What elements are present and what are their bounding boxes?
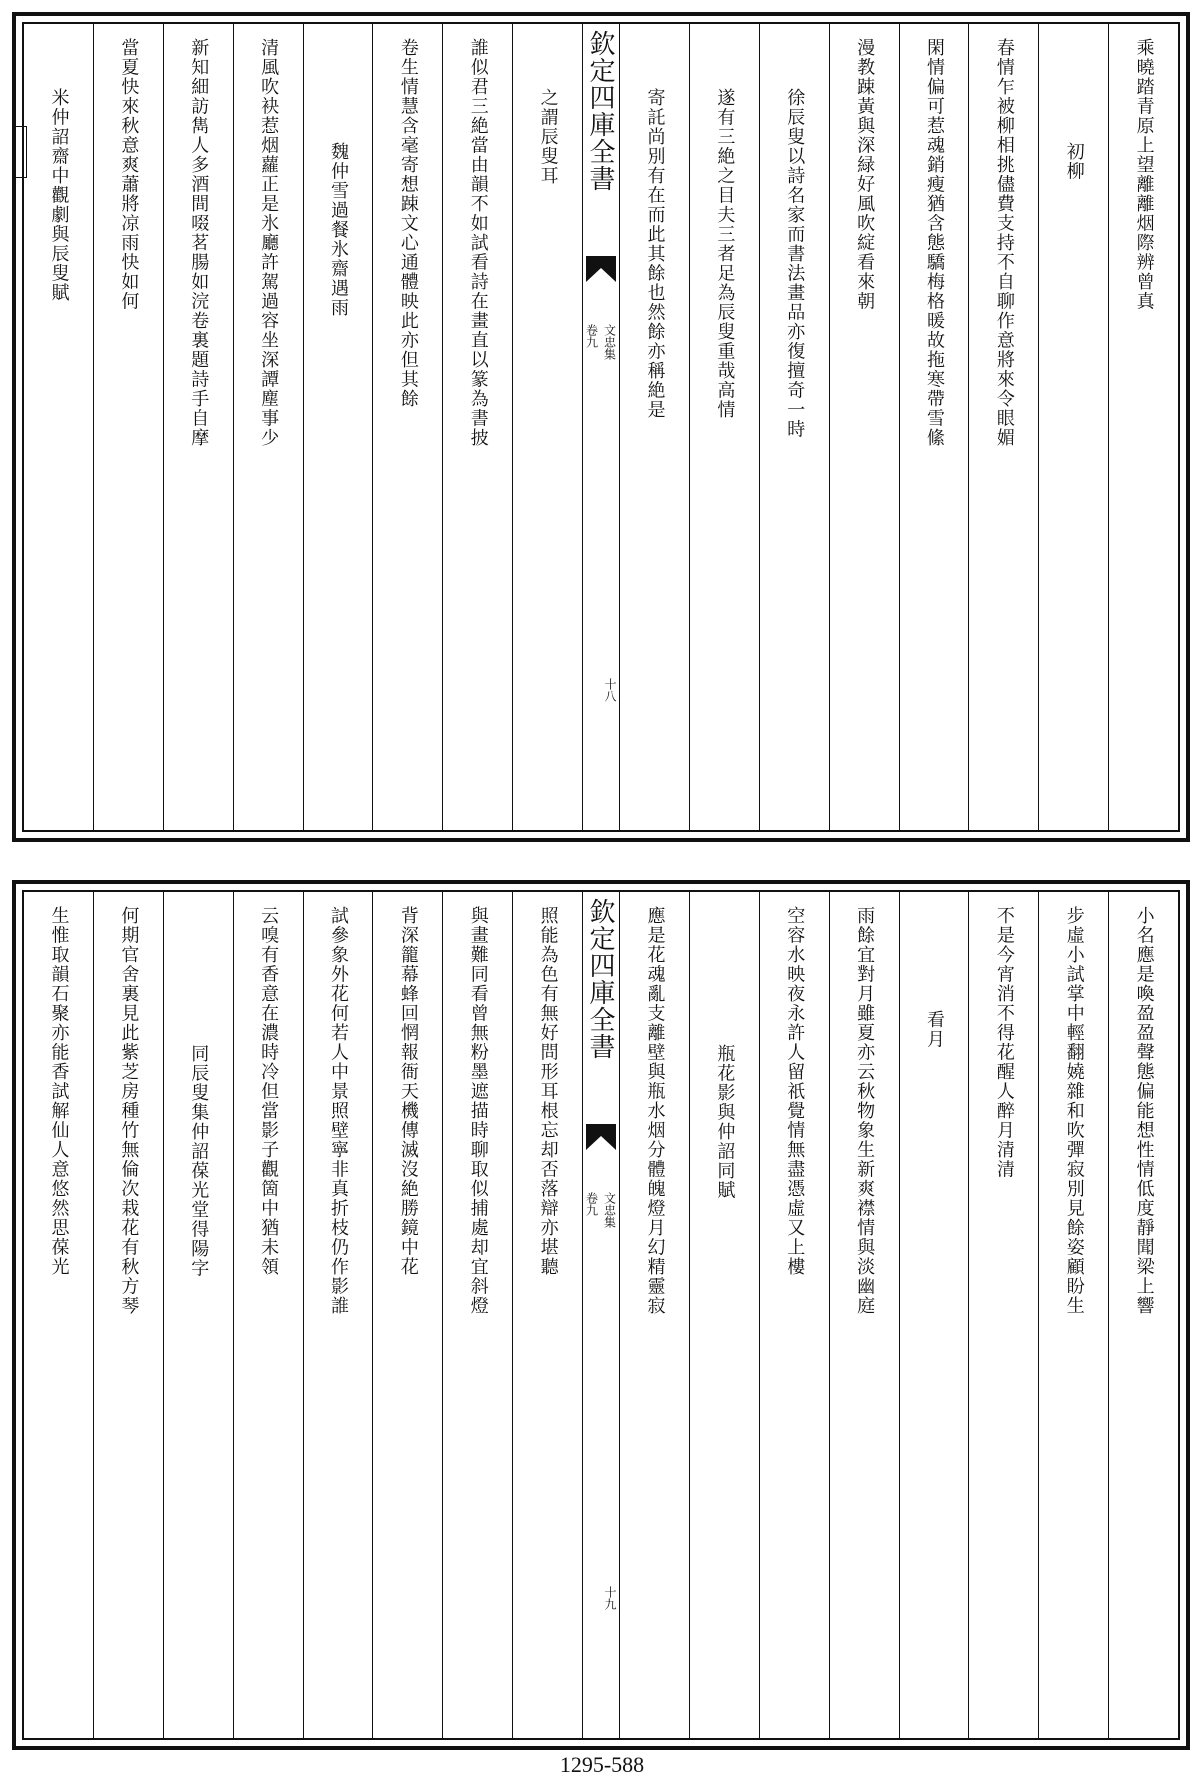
page-upper [12, 12, 1190, 842]
volume-name: 卷九 [584, 1192, 599, 1216]
text-column [759, 892, 829, 1738]
column-text: 看月 [923, 1010, 945, 1049]
column-text: 遂有三絶之目夫三者足為辰叟重哉高情 [714, 88, 736, 420]
column-text: 米仲詔齋中觀劇與辰叟賦 [48, 88, 70, 303]
center-fold-column [582, 24, 619, 830]
column-text: 云嗅有香意在濃時冷但當影子觀箇中猶未領 [258, 906, 280, 1277]
text-column [829, 24, 899, 830]
column-text: 初柳 [1063, 142, 1085, 181]
column-text: 背深籠幕蜂回惘報衙天機傳滅沒絶勝鏡中花 [397, 906, 419, 1277]
collection-name: 文忠集 [602, 324, 617, 360]
column-text: 照能為色有無好問形耳根忘却否落辯亦堪聽 [537, 906, 559, 1277]
text-column [163, 24, 233, 830]
column-text: 閑情偏可惹魂銷瘦猶含態驕梅格暖故拖寒帶雪絛 [923, 38, 945, 448]
column-text: 乘曉踏青原上望離離烟際辨曾真 [1133, 38, 1155, 311]
text-column [442, 24, 512, 830]
column-text: 何期官舍裏見此紫芝房種竹無倫次栽花有秋方琴 [118, 906, 140, 1316]
fish-tail-mark [586, 256, 616, 282]
column-text: 與畫難同看曾無粉墨遮描時聊取似捕處却宜斜燈 [467, 906, 489, 1316]
column-text: 同辰叟集仲詔葆光堂得陽字 [188, 1044, 210, 1278]
leaf-number: 十八 [603, 678, 617, 702]
text-column [689, 892, 759, 1738]
text-column [968, 24, 1038, 830]
fish-tail-mark [586, 1124, 616, 1150]
text-column [1108, 892, 1178, 1738]
text-column [303, 24, 373, 830]
volume-name: 卷九 [584, 324, 599, 348]
column-text: 新知細訪雋人多酒間啜茗腸如浣卷裏題詩手自摩 [188, 38, 210, 448]
text-column [233, 892, 303, 1738]
column-text: 步虛小試掌中輕翻嬈雜和吹彈寂別見餘姿顧盼生 [1063, 906, 1085, 1316]
collection-meta [583, 1192, 619, 1228]
text-column [163, 892, 233, 1738]
text-column [1038, 892, 1108, 1738]
column-text: 小名應是喚盈盈聲態偏能想性情低度靜聞梁上響 [1133, 906, 1155, 1316]
book-title: 欽定四庫全書 [585, 30, 615, 192]
column-text: 空容水映夜永許人留祇覺情無盡憑虛又上樓 [784, 906, 806, 1277]
book-title: 欽定四庫全書 [585, 898, 615, 1060]
column-text: 寄託尚別有在而此其餘也然餘亦稱絶是 [644, 88, 666, 420]
leaf-number: 十九 [603, 1586, 617, 1610]
page-lower [12, 880, 1190, 1750]
text-column [512, 24, 582, 830]
column-text: 不是今宵消不得花醒人醉月清清 [993, 906, 1015, 1179]
text-column [1108, 24, 1178, 830]
text-column [24, 24, 93, 830]
text-column [303, 892, 373, 1738]
column-text: 之謂辰叟耳 [537, 88, 559, 186]
text-column [93, 24, 163, 830]
text-column [93, 892, 163, 1738]
text-column [619, 892, 689, 1738]
text-column [372, 892, 442, 1738]
column-text: 誰似君三絶當由韻不如試看詩在畫直以篆為書披 [467, 38, 489, 448]
column-text: 雨餘宜對月雖夏亦云秋物象生新爽襟情與淡幽庭 [854, 906, 876, 1316]
text-column [968, 892, 1038, 1738]
text-column [689, 24, 759, 830]
column-text: 生惟取韻石聚亦能香試解仙人意悠然思葆光 [48, 906, 70, 1277]
text-column [759, 24, 829, 830]
text-column [899, 24, 969, 830]
text-column [829, 892, 899, 1738]
column-text: 春情乍被柳相挑儘費支持不自聊作意將來令眼媚 [993, 38, 1015, 448]
column-text: 徐辰叟以詩名家而書法畫品亦復擅奇一時 [784, 88, 806, 439]
collection-meta [583, 324, 619, 360]
column-text: 清風吹袂惹烟蘿正是氷廳許駕過容坐深譚塵事少 [258, 38, 280, 448]
page-frame [22, 890, 1180, 1740]
text-column [512, 892, 582, 1738]
text-column [899, 892, 969, 1738]
page-frame [22, 22, 1180, 832]
text-column [24, 892, 93, 1738]
column-text: 漫教踈黃與深緑好風吹綻看來朝 [854, 38, 876, 311]
text-column [233, 24, 303, 830]
column-text: 應是花魂亂支離壁與瓶水烟分體魄燈月幻精靈寂 [644, 906, 666, 1316]
catalog-page-number: 1295-588 [559, 1752, 645, 1777]
text-column [619, 24, 689, 830]
center-fold-column [582, 892, 619, 1738]
text-column [442, 892, 512, 1738]
text-columns [24, 892, 1178, 1738]
text-column [372, 24, 442, 830]
text-column [1038, 24, 1108, 830]
column-text: 當夏快來秋意爽蕭將凉雨快如何 [118, 38, 140, 311]
text-columns [24, 24, 1178, 830]
column-text: 卷生情慧含毫寄想踈文心通體映此亦但其餘 [397, 38, 419, 409]
column-text: 瓶花影與仲詔同賦 [714, 1044, 736, 1200]
collection-name: 文忠集 [602, 1192, 617, 1228]
column-text: 魏仲雪過餐氷齋遇雨 [327, 142, 349, 318]
column-text: 試參象外花何若人中景照壁寧非真折枝仍作影誰 [327, 906, 349, 1316]
